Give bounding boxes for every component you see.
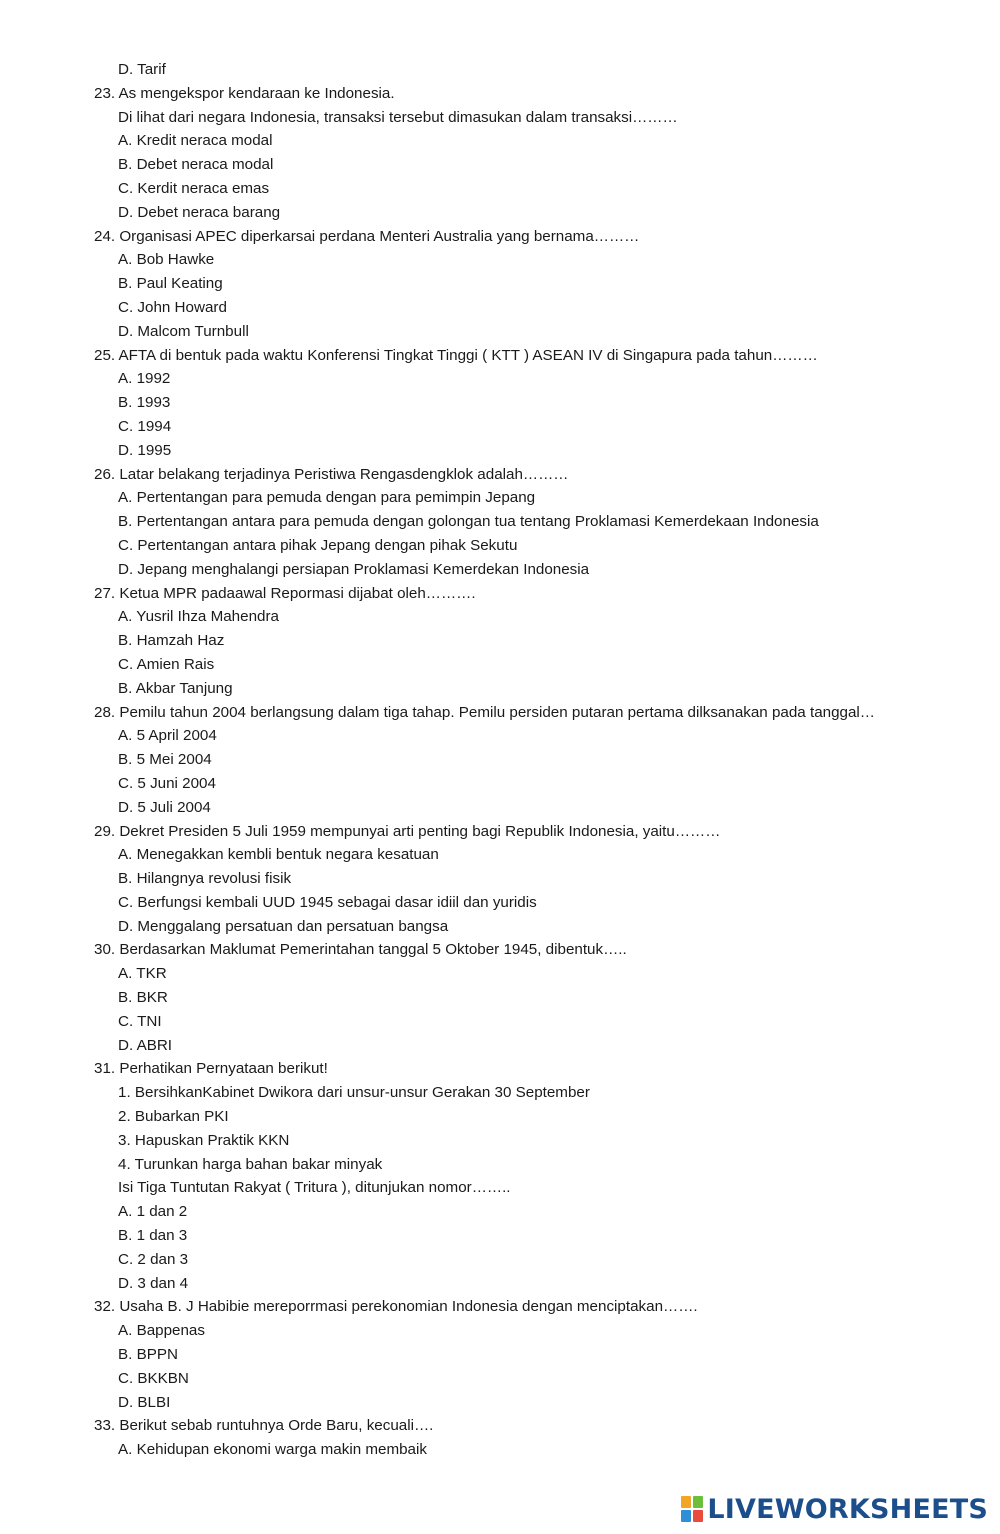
option-line: B. BPPN (118, 1346, 178, 1364)
option-line: D. BLBI (118, 1393, 171, 1411)
option-line: A. Pertentangan para pemuda dengan para pemimpin Jepang (118, 489, 536, 507)
option-line: A. Yusril Ihza Mahendra (118, 608, 279, 626)
question-line: 28. Pemilu tahun 2004 berlangsung dalam tiga tahap. Pemilu persiden putaran pertama dilksanakan pada tanggal… (94, 703, 875, 721)
question-line: 25. AFTA di bentuk pada waktu Konferensi Tingkat Tinggi ( KTT ) ASEAN IV di Singapura pada tahun……… (94, 346, 818, 364)
question-line: 23. As mengekspor kendaraan ke Indonesia. (94, 84, 395, 102)
option-line: A. Menegakkan kembli bentuk negara kesatuan (118, 846, 439, 864)
option-line: C. BKKBN (118, 1369, 189, 1387)
option-line: B. Paul Keating (118, 275, 223, 293)
option-line: C. 5 Juni 2004 (118, 774, 216, 792)
option-line: D. Tarif (118, 61, 166, 78)
option-line: A. Bappenas (118, 1322, 205, 1340)
logo-text: LIVEWORKSHEETS (707, 1493, 988, 1525)
option-line: B. Pertentangan antara para pemuda dengan golongan tua tentang Proklamasi Kemerdekaan Indonesia (118, 513, 819, 531)
question-line: 26. Latar belakang terjadinya Peristiwa Rengasdengklok adalah……… (94, 465, 569, 483)
option-line: A. TKR (118, 965, 167, 983)
option-line: D. Malcom Turnbull (118, 322, 249, 340)
option-line: B. 1 dan 3 (118, 1227, 188, 1245)
option-line: 3. Hapuskan Praktik KKN (118, 1131, 290, 1149)
option-line: B. 5 Mei 2004 (118, 751, 212, 769)
option-line: C. 2 dan 3 (118, 1250, 189, 1268)
option-line: C. Pertentangan antara pihak Jepang dengan pihak Sekutu (118, 536, 518, 554)
option-line: A. 1992 (118, 370, 171, 388)
option-line: Isi Tiga Tuntutan Rakyat ( Tritura ), ditunjukan nomor…….. (118, 1179, 511, 1197)
option-line: D. 1995 (118, 441, 172, 459)
option-line: 2. Bubarkan PKI (118, 1108, 229, 1126)
worksheet-page (0, 58, 1000, 1462)
liveworksheets-logo (681, 1494, 988, 1524)
option-line: A. Bob Hawke (118, 251, 215, 269)
option-line: 1. BersihkanKabinet Dwikora dari unsur-unsur Gerakan 30 September (118, 1084, 590, 1102)
question-line: 29. Dekret Presiden 5 Juli 1959 mempunyai arti penting bagi Republik Indonesia, yaitu……… (94, 822, 721, 840)
option-line: D. ABRI (118, 1036, 173, 1054)
option-line: B. BKR (118, 989, 168, 1007)
option-line: A. Kehidupan ekonomi warga makin membaik (118, 1441, 427, 1459)
option-line: Di lihat dari negara Indonesia, transaksi tersebut dimasukan dalam transaksi……… (118, 108, 678, 126)
option-line: D. Debet neraca barang (118, 203, 281, 221)
option-line: B. Hamzah Haz (118, 632, 225, 650)
option-line: D. 3 dan 4 (118, 1274, 189, 1292)
option-line: C. 1994 (118, 417, 172, 435)
option-line: D. 5 Juli 2004 (118, 798, 211, 816)
option-line: D. Menggalang persatuan dan persatuan bangsa (118, 917, 449, 935)
option-line: A. 5 April 2004 (118, 727, 217, 745)
option-line: B. Hilangnya revolusi fisik (118, 870, 292, 888)
option-line: A. 1 dan 2 (118, 1203, 188, 1221)
question-line: 27. Ketua MPR padaawal Repormasi dijabat oleh………. (94, 584, 476, 602)
option-line: B. Debet neraca modal (118, 156, 274, 174)
question-line: 31. Perhatikan Pernyataan berikut! (94, 1060, 328, 1078)
option-line: A. Kredit neraca modal (118, 132, 273, 150)
question-line: 33. Berikut sebab runtuhnya Orde Baru, kecuali…. (94, 1417, 434, 1435)
option-line: 4. Turunkan harga bahan bakar minyak (118, 1155, 383, 1173)
option-line: B. 1993 (118, 394, 171, 412)
option-line: C. Berfungsi kembali UUD 1945 sebagai dasar idiil dan yuridis (118, 893, 537, 911)
question-line: 24. Organisasi APEC diperkarsai perdana Menteri Australia yang bernama……… (94, 227, 640, 245)
option-line: B. Akbar Tanjung (118, 679, 233, 697)
question-line: 30. Berdasarkan Maklumat Pemerintahan tanggal 5 Oktober 1945, dibentuk….. (94, 941, 627, 959)
option-line: C. Amien Rais (118, 655, 215, 673)
question-line: 32. Usaha B. J Habibie mereporrmasi perekonomian Indonesia dengan menciptakan……. (94, 1298, 698, 1316)
option-line: C. TNI (118, 1012, 162, 1030)
liveworksheets-grid-icon (681, 1496, 703, 1522)
option-line: C. Kerdit neraca emas (118, 179, 270, 197)
option-line: C. John Howard (118, 298, 227, 316)
option-line: D. Jepang menghalangi persiapan Proklamasi Kemerdekan Indonesia (118, 560, 590, 578)
